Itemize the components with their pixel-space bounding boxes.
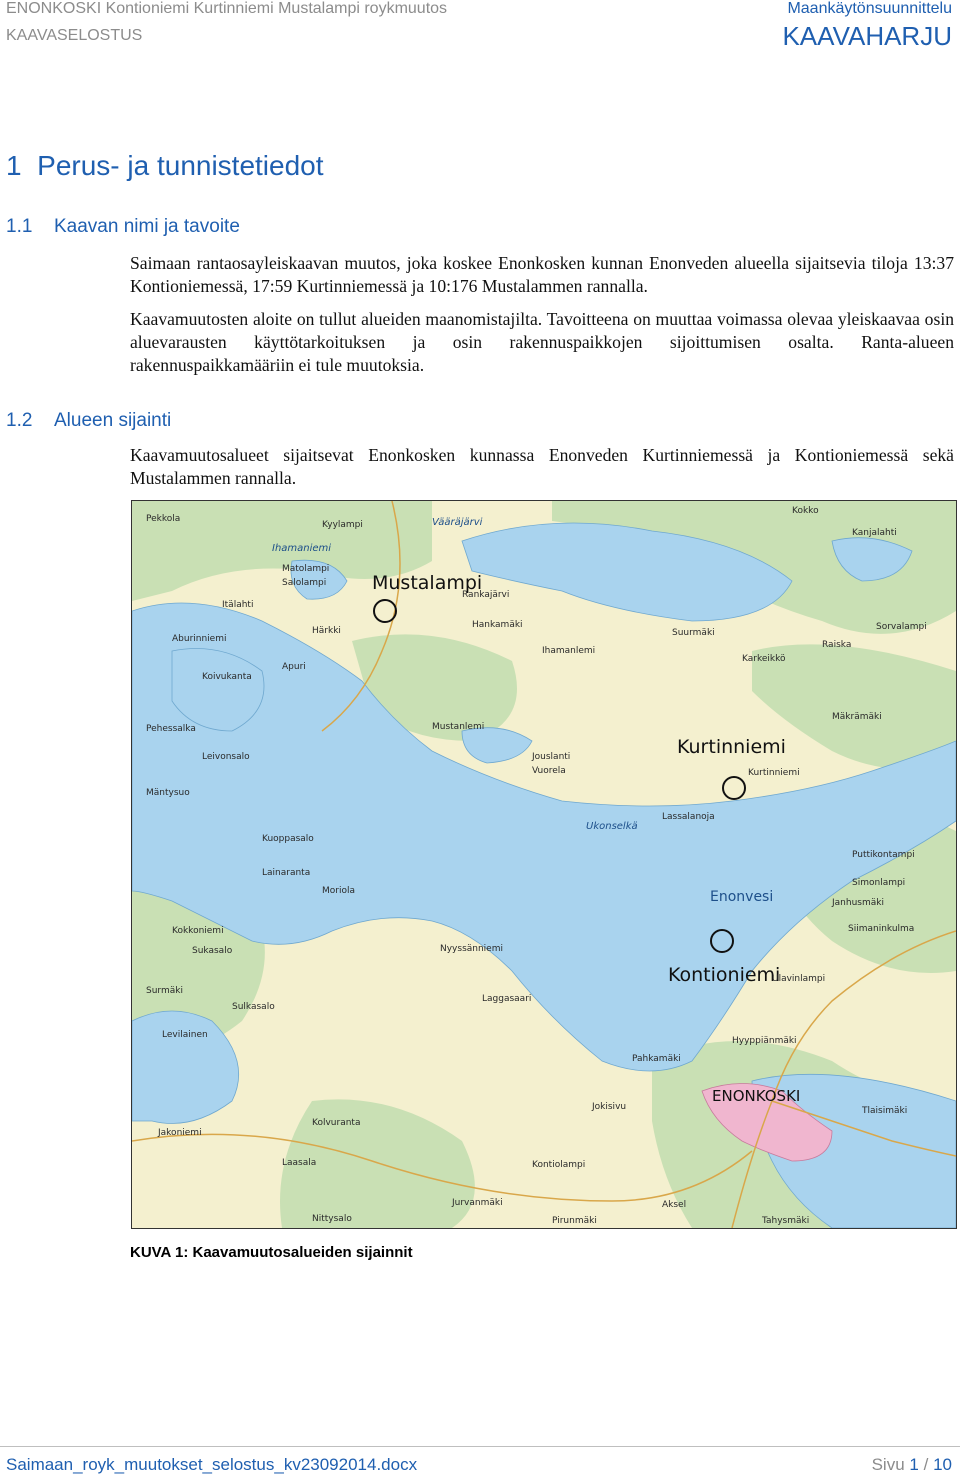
section-1-2-paragraph-1: Kaavamuutosalueet sijaitsevat Enonkosken kunnassa Enonveden Kurtinniemessä ja Kontioniemessä sekä Mustalammen rannalla. bbox=[130, 445, 954, 488]
section-1-2-heading bbox=[6, 410, 171, 432]
map-label-kurtinniemi: Kurtinniemi bbox=[677, 736, 786, 758]
map-place-label: Kuoppasalo bbox=[262, 834, 314, 844]
map-place-label: Kyylampi bbox=[322, 520, 363, 530]
map-place-label: Ihamanlemi bbox=[542, 646, 596, 656]
map-place-label: Janhusmäki bbox=[832, 898, 884, 908]
map-place-label: Pekkola bbox=[146, 514, 181, 524]
map-place-label: Kontiolampi bbox=[532, 1160, 586, 1170]
location-map bbox=[131, 500, 957, 1229]
map-place-label: Pirunmäki bbox=[552, 1216, 597, 1226]
header-document-type: KAAVASELOSTUS bbox=[6, 27, 143, 44]
map-place-label: Kurtinniemi bbox=[748, 768, 800, 778]
map-place-label: Kolvuranta bbox=[312, 1118, 361, 1128]
footer-filename: Saimaan_royk_muutokset_selostus_kv23092014.docx bbox=[6, 1455, 418, 1474]
header-company-logo-text: KAAVAHARJU bbox=[782, 21, 952, 51]
map-label-lake: Enonvesi bbox=[710, 889, 774, 905]
map-place-label: Kokkoniemi bbox=[172, 926, 224, 936]
map-place-label: Sulkasalo bbox=[232, 1002, 275, 1012]
map-place-label: Vuorela bbox=[532, 766, 566, 776]
map-place-label: Salolampi bbox=[282, 578, 327, 588]
footer-page-current: 1 bbox=[909, 1455, 919, 1474]
map-place-label: Raiska bbox=[822, 640, 852, 650]
map-place-label: Jakoniemi bbox=[158, 1128, 202, 1138]
section-1-2-number: 1.2 bbox=[6, 410, 33, 431]
map-place-label: Sorvalampi bbox=[876, 622, 927, 632]
map-place-label: Tahysmäki bbox=[762, 1216, 810, 1226]
section-1-heading bbox=[6, 150, 324, 182]
map-place-label: Pahkamäki bbox=[632, 1054, 681, 1064]
footer-divider bbox=[0, 1446, 960, 1447]
map-place-label: Levilainen bbox=[162, 1030, 208, 1040]
map-place-label: Nittysalo bbox=[312, 1214, 352, 1224]
map-place-label: Ulavinlampi bbox=[772, 974, 826, 984]
map-place-label: Leivonsalo bbox=[202, 752, 250, 762]
map-place-label: Mustanlemi bbox=[432, 722, 485, 732]
map-label-town: ENONKOSKI bbox=[712, 1087, 801, 1105]
footer-page-total: 10 bbox=[933, 1455, 952, 1474]
map-place-label: Jouslanti bbox=[532, 752, 571, 762]
section-1-1-heading bbox=[6, 216, 240, 238]
map-place-label: Ihamaniemi bbox=[272, 543, 332, 554]
section-1-title: Perus- ja tunnistetiedot bbox=[37, 150, 324, 181]
map-label-mustalampi: Mustalampi bbox=[372, 572, 483, 594]
header-company-label: Maankäytönsuunnittelu bbox=[787, 0, 952, 17]
map-place-label: Hankamäki bbox=[472, 620, 523, 630]
map-place-label: Karkeikkö bbox=[742, 654, 786, 664]
section-1-number: 1 bbox=[6, 150, 22, 181]
footer-page-prefix: Sivu bbox=[871, 1455, 905, 1474]
map-place-label: Tlaisimäki bbox=[862, 1106, 908, 1116]
map-place-label: Aksel bbox=[662, 1200, 687, 1210]
map-label-kontioniemi: Kontioniemi bbox=[668, 964, 781, 986]
map-place-label: Ukonselkä bbox=[586, 821, 638, 832]
section-1-2-title: Alueen sijainti bbox=[54, 410, 172, 431]
map-place-label: Rankajärvi bbox=[462, 590, 510, 600]
map-place-label: Härkki bbox=[312, 626, 341, 636]
map-place-label: Apuri bbox=[282, 662, 306, 672]
map-place-label: Sukasalo bbox=[192, 946, 233, 956]
map-place-label: Laggasaari bbox=[482, 994, 532, 1004]
map-place-label: Moriola bbox=[322, 886, 355, 896]
map-place-label: Kokko bbox=[792, 506, 819, 516]
location-map-svg bbox=[132, 501, 956, 1228]
section-1-1-paragraph-1: Saimaan rantaosayleiskaavan muutos, joka koskee Enonkosken kunnan Enonveden alueella sijaitsevia tiloja 13:37 Kontioniemessä, 17:59 Kurtinniemessä ja 10:176 Mustalammen rannalla. bbox=[130, 253, 954, 296]
header-document-title: ENONKOSKI Kontioniemi Kurtinniemi Mustalampi roykmuutos bbox=[6, 0, 448, 17]
footer-page-number bbox=[872, 1455, 952, 1475]
section-1-1-title: Kaavan nimi ja tavoite bbox=[54, 216, 240, 237]
map-place-label: Siimaninkulma bbox=[848, 924, 915, 934]
figure-caption: KUVA 1: Kaavamuutosalueiden sijainnit bbox=[130, 1244, 413, 1261]
map-place-label: Matolampi bbox=[282, 564, 330, 574]
section-1-1-paragraph-2: Kaavamuutosten aloite on tullut alueiden maanomistajilta. Tavoitteena on muuttaa voimassa olevaa yleiskaavaa osin aluevarausten käyttötarkoituksen ja osin rakennuspaikkojen sijoittumisen osalta. Ranta-alueen rakennuspaikkamääriin ei tule muutoksia. bbox=[130, 309, 954, 375]
footer-page-separator: / bbox=[923, 1455, 929, 1474]
map-place-label: Pehessalka bbox=[146, 724, 196, 734]
map-place-label: Laasala bbox=[282, 1158, 317, 1168]
map-place-label: Jurvanmäki bbox=[452, 1198, 503, 1208]
section-1-1-number: 1.1 bbox=[6, 216, 33, 237]
map-place-label: Hyyppiänmäki bbox=[732, 1036, 797, 1046]
map-place-label: Kanjalahti bbox=[852, 528, 897, 538]
map-place-label: Nyyssänniemi bbox=[440, 944, 503, 954]
map-place-label: Itälahti bbox=[222, 600, 254, 610]
map-place-label: Puttikontampi bbox=[852, 850, 915, 860]
map-place-label: Jokisivu bbox=[592, 1102, 627, 1112]
map-place-label: Vääräjärvi bbox=[432, 517, 483, 528]
map-place-label: Simonlampi bbox=[852, 878, 906, 888]
map-place-label: Suurmäki bbox=[672, 628, 715, 638]
map-place-label: Koivukanta bbox=[202, 672, 252, 682]
map-place-label: Lassalanoja bbox=[662, 812, 715, 822]
map-place-label: Lainaranta bbox=[262, 868, 311, 878]
map-place-label: Surmäki bbox=[146, 986, 183, 996]
map-place-label: Mäntysuo bbox=[146, 788, 190, 798]
map-place-label: Mäkrämäki bbox=[832, 712, 882, 722]
map-place-label: Aburinniemi bbox=[172, 634, 227, 644]
